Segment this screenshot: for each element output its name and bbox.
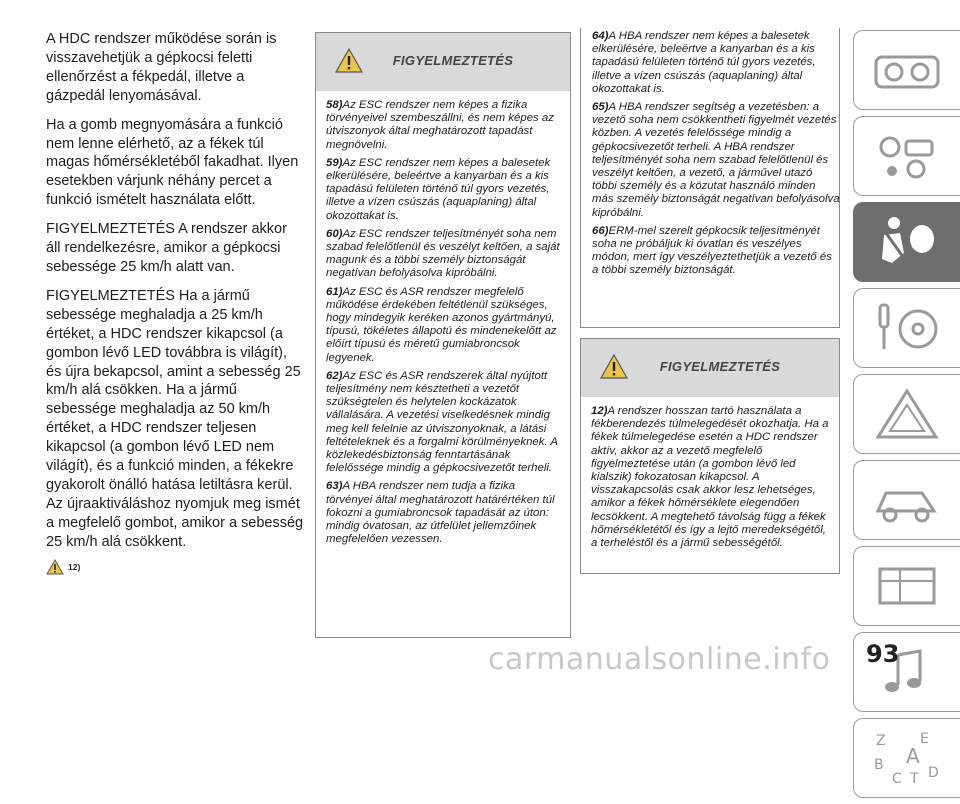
index-letter: T	[910, 771, 919, 787]
warning-lights-icon	[870, 127, 944, 185]
index-letter: E	[920, 731, 929, 747]
warning-item: 64)A HBA rendszer nem képes a balesetek elkerülésére, beleértve a kanyarban és a kis tapadású felületen történő túl gyors vezetés, illetve a vízen csúszás (aquaplaning) által okozottakat is.	[592, 30, 816, 95]
warning-reference	[46, 558, 304, 577]
index-letter: D	[928, 765, 939, 781]
warning-item: 65)A HBA rendszer segítség a vezetésben: a vezető soha nem csökkentheti figyelmét vezetés közben. A vezetés felelőssége mindig a gépkocsivezetőt terheli. A HBA rendszer teljesítményét soha nem szabad felelőtlenül és veszélyt keltően, a vezető, a járművel utazó többi személy és a közutat használó minden más személy biztonságát negatívan befolyásolva kipróbálni.	[592, 101, 840, 219]
paragraph: FIGYELMEZTETÉS Ha a jármű sebessége meghaladja a 25 km/h értéket, a HDC rendszer kikapcsol (a gombon lévő LED továbbra is világít), és újra bekapcsol, amint a sebesség 25 km/h alá csökken. Ha a jármű sebessége meghaladja az 50 km/h értéket, a HDC rendszer teljesen kikapcsol (a gombon lévő LED nem világít), és a funkció minden, a fékekre gyakorolt önálló hatása letiltásra kerül. Az újraaktiváláshoz nyomjuk meg ismét a megfelelő gombot, amikor a sebesség 25 km/h alá csökkent.	[46, 287, 304, 550]
tab-warning-lights[interactable]	[853, 116, 960, 196]
warning-item: 61)Az ESC és ASR rendszer megfelelő működése érdekében feltétlenül szükséges, hogy mindegyik keréken azonos gyártmányú, típusú, tökéletes állapotú és mindenekelőtt az előírt típusú és méretű gumiabroncsok legyenek.	[326, 285, 557, 364]
warning-triangle-icon	[46, 559, 64, 575]
tab-safety[interactable]	[853, 202, 960, 282]
tab-maintenance[interactable]	[853, 460, 960, 540]
paragraph: A HDC rendszer működése során is visszavehetjük a gépkocsi feletti ellenőrzést a fékpedál, illetve a gázpedál lenyomásával.	[46, 31, 277, 104]
index-letter: A	[906, 744, 920, 768]
warning-header	[316, 33, 570, 91]
warning-item: 63)A HBA rendszer nem tudja a fizika törvényei által meghatározott határértéken túl fokozni a gumiabroncsok tapadását az úton: mindig óvatosan, az útfelület jellemzőinek megfelelően vezessen.	[326, 480, 555, 546]
alphabetical-index-icon	[870, 729, 944, 787]
index-letter: Z	[876, 733, 886, 749]
warning-continuation-text	[592, 30, 840, 283]
airbag-seatbelt-icon	[870, 213, 944, 271]
warning-item: 60)Az ESC rendszer teljesítményét soha nem szabad felelőtlenül és veszélyt keltően, a saját magunk és a többi személy biztonságát negatívan befolyásolva kipróbálni.	[326, 227, 560, 280]
tab-index[interactable]	[853, 718, 960, 798]
warning-box	[315, 32, 571, 638]
tab-starting-driving[interactable]	[853, 288, 960, 368]
chapter-tabs	[853, 30, 960, 804]
key-steering-wheel-icon	[870, 299, 944, 357]
warning-box	[580, 338, 840, 574]
warning-item: 59)Az ESC rendszer nem képes a balesetek elkerülésére, beleértve a kanyarban és a kis tapadású felületen történő túl gyors vezetés, illetve a vízen csúszás (aquaplaning) által okozottakat is.	[326, 156, 551, 222]
index-letter: B	[874, 757, 884, 773]
tab-technical-data[interactable]	[853, 546, 960, 626]
warning-item: 12)A rendszer hosszan tartó használata a fékberendezés túlmelegedését okozhatja. Ha a fékek túlmelegedése esetén a HDC rendszer aktív, akkor az a vezető megfelelő figyelmeztetése után (a gombon lévő led kialszik) fokozatosan kikapcsol. A visszakapcsolás csak akkor lesz lehetséges, amikor a fékek hőmérséklete elegendően lecsökkent. A megtehető távolság függ a fékek hőmérsékletétől és így a lejtő meredekségétől, a terheléstől és a jármű sebességétől.	[591, 405, 829, 550]
tab-dashboard[interactable]	[853, 30, 960, 110]
warning-item: 66)ERM-mel szerelt gépkocsik teljesítményét soha ne próbáljuk ki óvatlan és veszélyes módon, mert így veszélyeztethetjük a vezető és a többi személy biztonságát.	[592, 224, 832, 277]
maintenance-car-icon	[870, 471, 944, 529]
page-number: 93	[866, 640, 900, 668]
tab-emergency[interactable]	[853, 374, 960, 454]
index-letter: C	[892, 771, 902, 787]
warning-header	[581, 339, 839, 397]
warning-title: FIGYELMEZTETÉS	[392, 53, 514, 68]
warning-title: FIGYELMEZTETÉS	[659, 359, 781, 374]
paragraph: FIGYELMEZTETÉS A rendszer akkor áll rendelkezésre, amikor a gépkocsi sebessége 25 km/h alatt van.	[46, 221, 287, 275]
emergency-warning-triangle-icon	[870, 385, 944, 443]
watermark: carmanualsonline.info	[488, 642, 831, 677]
paragraph: Ha a gomb megnyomására a funkció nem lenne elérhető, az a fékek túl magas hőmérsékletéből fakadhat. Ilyen esetekben várjunk néhány percet a funkció ismételt használata előtt.	[46, 116, 299, 209]
warning-body	[581, 397, 839, 561]
warning-item: 62)Az ESC és ASR rendszerek által nyújtott teljesítmény nem késztetheti a vezetőt szükségtelen és helytelen kockázatok vállalására. A vezetési viselkedésnek mindig meg kell felelnie az útviszonyoknak, a látási feltételeknek és a forgalmi körülményeknek. A közlekedésbiztonság fenntartásának felelőssége mindig a gépkocsivezetőt terheli.	[326, 369, 558, 475]
warning-item: 58)Az ESC rendszer nem képes a fizika törvényeivel szembeszállni, és nem képes az útviszonyok által meghatározott tapadást megnövelni.	[326, 99, 554, 151]
left-text-column	[46, 30, 304, 576]
technical-specs-icon	[870, 557, 944, 615]
warning-body	[316, 91, 570, 558]
car-dashboard-icon	[870, 41, 944, 99]
reference-number: 12)	[68, 561, 81, 572]
